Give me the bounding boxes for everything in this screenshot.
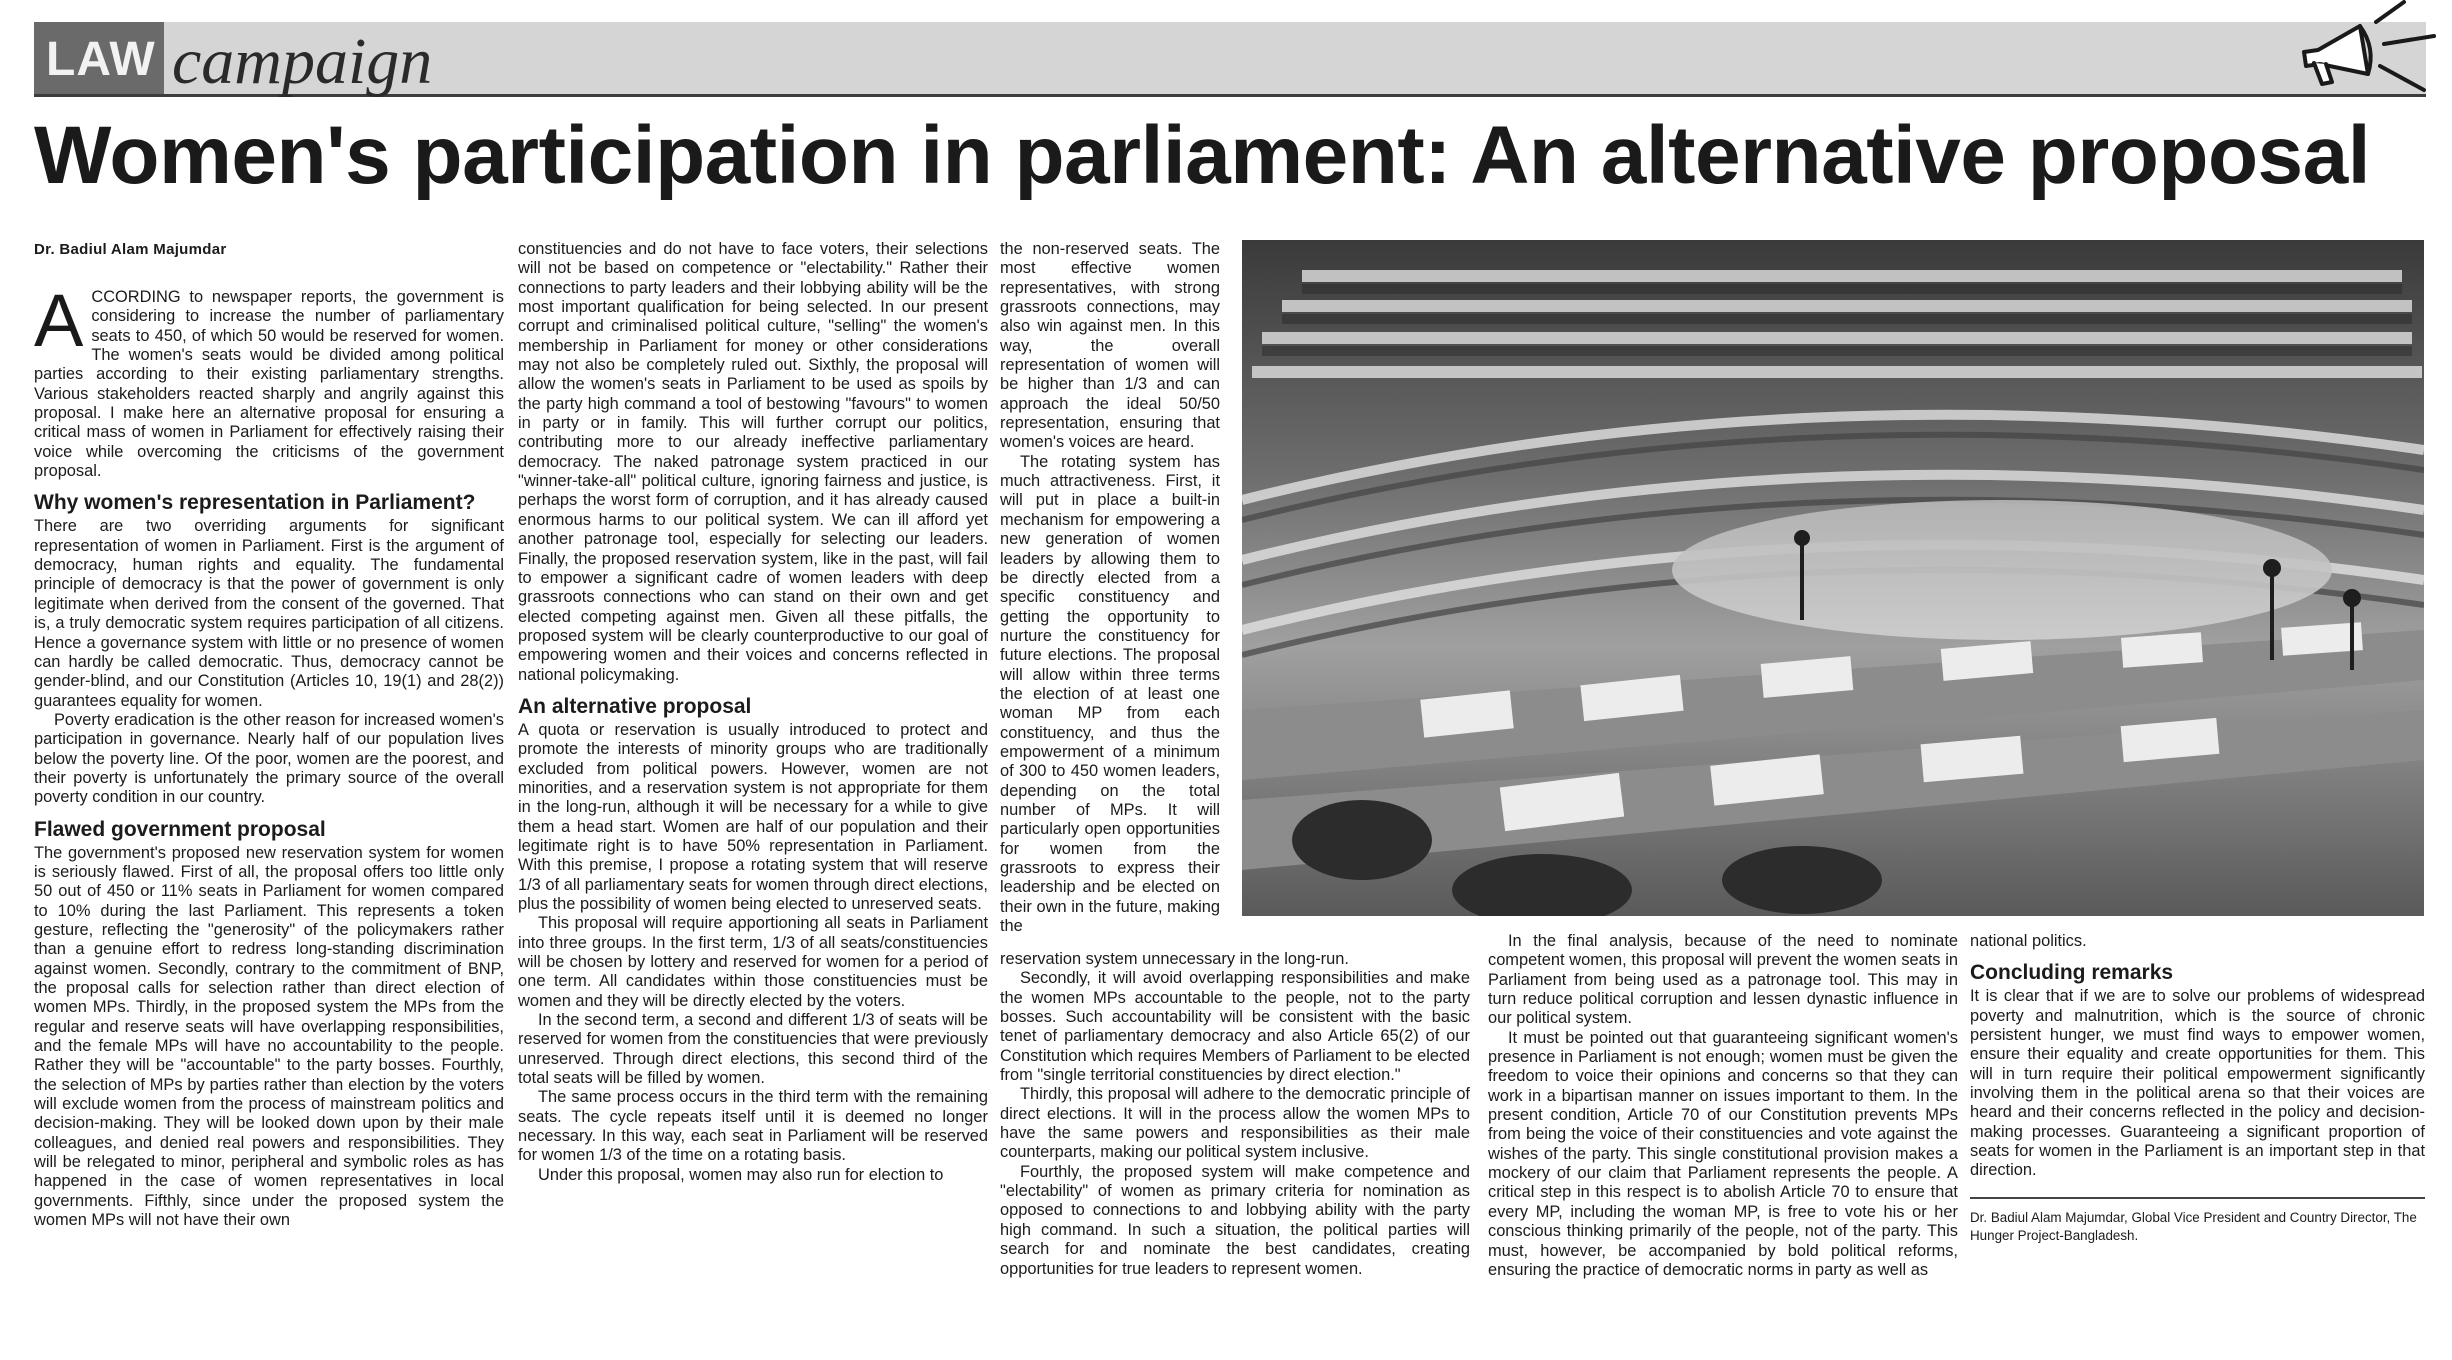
- paragraph: The rotating system has much attractiveness. First, it will put in place a built-in mechanism for empowering a new generation of women leaders by allowing them to be directly elected from a specific constituency and getting the opportunity to nurture the constituency for future elections. The proposal will allow within three terms the election of at least one woman MP from each constituency, and thus the empowerment of a minimum of 300 to 450 women leaders, depending on the total number of MPs. It will particularly open opportunities for women from the grassroots to express their leadership and be elected on their own in the future, making the: [1000, 452, 1220, 936]
- subheading-why: Why women's representation in Parliament?: [34, 491, 476, 515]
- paragraph: This proposal will require apportioning all seats in Parliament into three groups. In the first term, 1/3 of all seats/constituencies will be chosen by lottery and reserved for women for a period of one term. All candidates within those constituencies must be women and they will be directly elected by the voters.: [518, 914, 988, 1010]
- parliament-chamber-illustration: [1242, 240, 2424, 916]
- article-column-3-narrow: [1000, 240, 1220, 936]
- paragraph: It must be pointed out that guaranteeing significant women's presence in Parliament is not enough; women must be given the freedom to voice their opinions and concerns so that they can work in a bipartisan manner on issues important to them. In the present condition, Article 70 of our Constitution prevents MPs from being the voice of their constituencies and vote against the wishes of the party. This single constitutional provision makes a mockery of our claim that Parliament represents the people. A critical step in this respect is to abolish Article 70 to ensure that every MP, including the woman MP, is free to vote his or her conscious thinking primarily of the people, not of the party. This must, however, be accompanied by bold political reforms, ensuring the practice of democratic norms in party as well as: [1488, 1028, 1958, 1279]
- paragraph: Under this proposal, women may also run for election to: [538, 1165, 944, 1184]
- paragraph: the non-reserved seats. The most effective women representatives, with strong grassroots connections, may also win against men. In this way, the overall representation of women will be higher than 1/3 and can approach the ideal 50/50 representation, ensuring that women's voices are heard.: [1000, 240, 1220, 452]
- byline: Dr. Badiul Alam Majumdar: [34, 241, 227, 258]
- subheading-alternative: An alternative proposal: [518, 694, 752, 718]
- paragraph: reservation system unnecessary in the long-run.: [1000, 950, 1349, 968]
- paragraph: constituencies and do not have to face voters, their selections will not be based on competence or "electability." Rather their connections to party leaders and their lobbying ability will be the most important qualification for being selected. In our present corrupt and criminalised political culture, "selling" the women's membership in Parliament for money or other considerations may not also be completely ruled out. Sixthly, the proposal will allow the women's seats in Parliament to be used as spoils by the party high command a tool of bestowing "favours" to women in party or in family. This will further corrupt our politics, contributing more to our already ineffective parliamentary democracy. The naked patronage system practiced in our "winner-take-all" political culture, ignoring fairness and justice, is perhaps the worst form of corruption, and it has already caused enormous harms to our political system. We can ill afford yet another patronage tool, especially for selecting our leaders. Finally, the proposed reservation system, like in the past, will fail to empower a significant cadre of women leaders with deep grassroots connections who can stand on their own and get elected competing against men. Given all these pitfalls, the proposed system will be clearly counterproductive to our goal of empowering women and their voices and concerns reflected in national policymaking.: [518, 240, 988, 684]
- paragraph: A quota or reservation is usually introduced to protect and promote the interests of minority groups who are traditionally excluded from political powers. However, women are not minorities, and a reservation system is not appropriate for them in the long-run, although it will be necessary for a while to give them a head start. Women are half of our population and their legitimate right is to have 50% representation in Parliament. With this premise, I propose a rotating system that will reserve 1/3 of all parliamentary seats for women through direct elections, plus the possibility of women being elected to unreserved seats.: [518, 720, 988, 913]
- paragraph: national politics.: [1970, 932, 2087, 950]
- article-column-2: [518, 240, 988, 1185]
- article-column-5: [1970, 932, 2425, 1245]
- section-label-law: LAW: [34, 22, 164, 94]
- paragraph: Secondly, it will avoid overlapping responsibilities and make the women MPs accountable to the people, not to the party bosses. Such accountability will be consistent with the basic tenet of parliamentary democracy and also Article 65(2) of our Constitution which requires Members of Parliament to be elected from "single territorial constituencies by direct election.": [1000, 969, 1470, 1085]
- section-label-campaign: campaign: [172, 25, 433, 98]
- credit-divider: [1970, 1197, 2425, 1199]
- subheading-flawed: Flawed government proposal: [34, 817, 326, 841]
- paragraph: Fourthly, the proposed system will make competence and "electability" of women as primary criteria for nomination as opposed to connections to and lobbying ability with the party high command. In such a situation, the political parties will search for and nominate the best candidates, creating opportunities for true leaders to represent women.: [1000, 1162, 1470, 1278]
- lead-paragraph: [34, 279, 504, 481]
- headline: Women's participation in parliament: An alternative proposal: [34, 110, 2371, 201]
- section-header-band: [34, 22, 2426, 97]
- author-credit: Dr. Badiul Alam Majumdar, Global Vice President and Country Director, The Hunger Project-Bangladesh.: [1970, 1209, 2417, 1243]
- paragraph: Thirdly, this proposal will adhere to the democratic principle of direct elections. It will in the process allow the women MPs to have the same powers and responsibilities as their male counterparts, making our political system inclusive.: [1000, 1085, 1470, 1162]
- paragraph: In the final analysis, because of the need to nominate competent women, this proposal will prevent the women seats in Parliament from being used as a patronage tool. This may in turn reduce political corruption and lessen dynastic influence in our political system.: [1488, 932, 1958, 1028]
- subheading-concluding: Concluding remarks: [1970, 961, 2174, 985]
- parliament-chamber-photo: [1242, 240, 2424, 916]
- paragraph: The government's proposed new reservation system for women is seriously flawed. First of all, the proposal offers too little only 50 out of 450 or 11% seats in Parliament for women compared to 10% during the last Parliament. This represents a token gesture, reflecting the "generosity" of the policymakers rather than a genuine effort to redress long-standing discrimination against women. Secondly, contrary to the commitment of BNP, the proposal calls for selection rather than direct election of women MPs. Thirdly, in the proposed system the MPs from the regular and reserve seats will have overlapping responsibilities, and the female MPs will have no accountability to the people. Rather they will be "accountable" to the party bosses. Fourthly, the selection of MPs by parties rather than election by the voters will exclude women from the process of mainstream politics and decision-making. They will be looked down upon by their male colleagues, and denied real powers and responsibilities. They will be relegated to minor, peripheral and symbolic roles as has happened in the case of women representatives in local governments. Fifthly, since under the proposed system the women MPs will not have their own: [34, 843, 504, 1230]
- paragraph: Poverty eradication is the other reason for increased women's participation in governance. Nearly half of our population lives below the poverty line. Of the poor, women are the poorest, and their poverty is unfortunately the primary source of the overall poverty condition in our country.: [34, 710, 504, 807]
- lead-text: CCORDING to newspaper reports, the government is considering to increase the number of parliamentary seats to 450, of which 50 would be reserved for women. The women's seats would be divided among political parties according to their existing parliamentary strengths. Various stakeholders reacted sharply and angrily against this proposal. I make here an alternative proposal for ensuring a critical mass of women in Parliament for effectively raising their voice while overcoming the criticisms of the government proposal.: [34, 288, 504, 481]
- article-column-4: [1488, 932, 1958, 1280]
- dropcap: A: [34, 279, 84, 362]
- megaphone-icon: [2284, 0, 2444, 100]
- paragraph: There are two overriding arguments for significant representation of women in Parliament. First is the argument of democracy, human rights and equality. The fundamental principle of democracy is that the power of government is only legitimate when derived from the consent of the governed. That is, a truly democratic system requires participation of all citizens. Hence a governance system with little or no presence of women can hardly be called democratic. Thus, democracy cannot be gender-blind, and our Constitution (Articles 10, 19(1) and 28(2)) guarantees equality for women.: [34, 517, 504, 710]
- article-column-1: [34, 240, 504, 1230]
- paragraph: The same process occurs in the third term with the remaining seats. The cycle repeats itself until it is deemed no longer necessary. In this way, each seat in Parliament will be reserved for women 1/3 of the time on a rotating basis.: [518, 1088, 988, 1165]
- paragraph: It is clear that if we are to solve our problems of widespread poverty and malnutrition, which is the source of chronic persistent hunger, we must find ways to empower women, ensure their equality and create opportunities for them. This will in turn require their political empowerment significantly involving them in the political arena so that their voices are heard and their concerns reflected in the policy and decision-making processes. Guaranteeing a significant proportion of seats for women in the Parliament is an important step in that direction.: [1970, 987, 2425, 1180]
- article-column-3: [1000, 950, 1470, 1279]
- paragraph: In the second term, a second and different 1/3 of seats will be reserved for women from the constituencies that were previously unreserved. Through direct elections, this second third of the total seats will be filled by women.: [518, 1011, 988, 1088]
